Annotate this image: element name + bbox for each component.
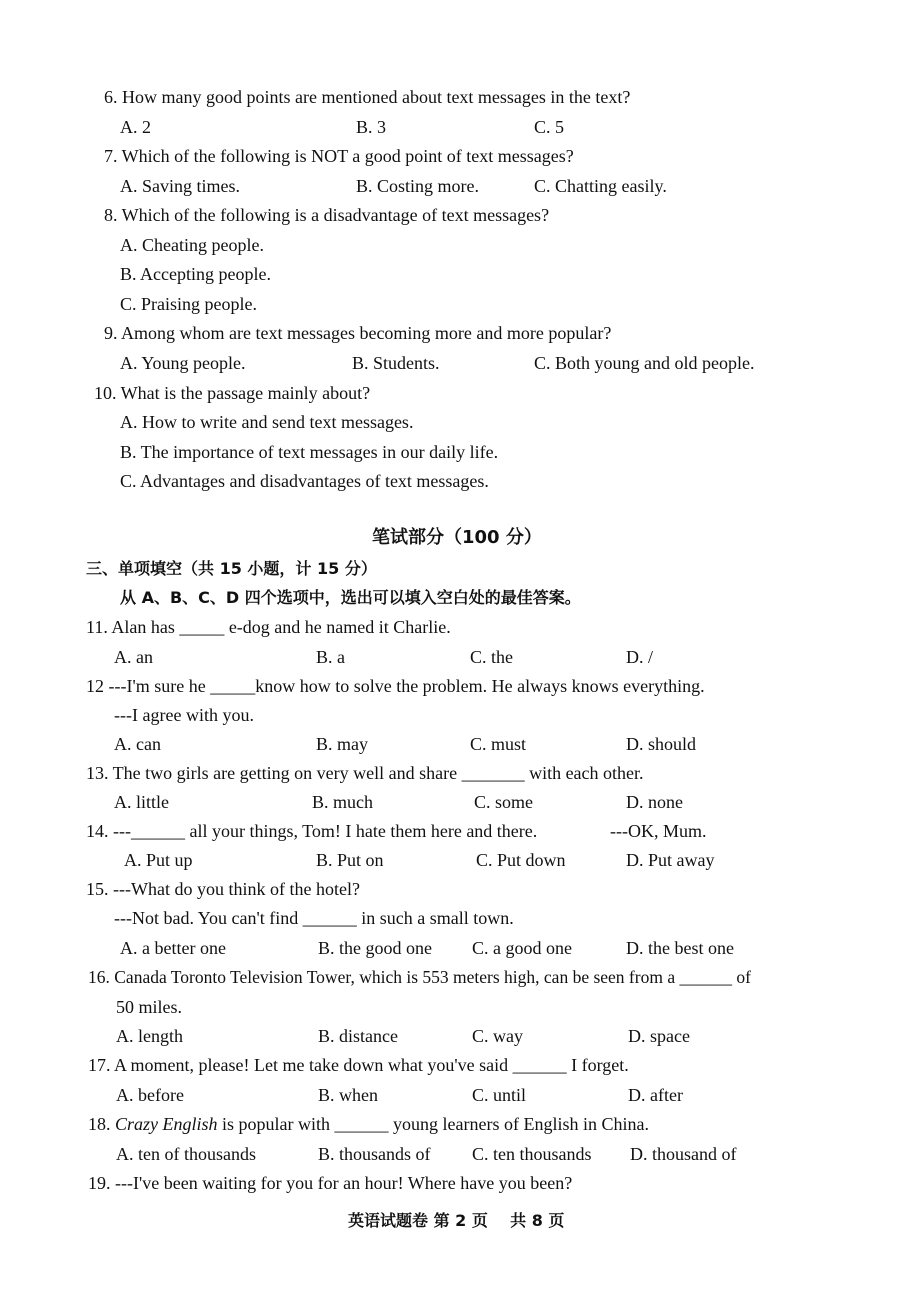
q11-option-a: A. an (114, 647, 153, 667)
q12-option-c: C. must (470, 734, 527, 754)
q10-option-a: A. How to write and send text messages. (120, 412, 414, 432)
q17-stem: 17. A moment, please! Let me take down what you've said ______ I forget. (88, 1055, 629, 1075)
q10-option-c: C. Advantages and disadvantages of text messages. (120, 471, 489, 491)
q18-book-title: Crazy English (115, 1114, 218, 1134)
q13-option-a: A. little (114, 792, 169, 812)
q9-option-b: B. Students. (352, 353, 440, 373)
q15-option-a: A. a better one (120, 938, 226, 958)
q11-stem: 11. Alan has _____ e-dog and he named it Charlie. (86, 617, 451, 637)
section3-instructions: 从 A、B、C、D 四个选项中，选出可以填入空白处的最佳答案。 (120, 588, 581, 607)
q9-option-c: C. Both young and old people. (534, 353, 755, 373)
q7-option-c: C. Chatting easily. (534, 176, 667, 196)
page-footer: 英语试题卷 第 2 页 共 8 页 (348, 1211, 565, 1230)
q14-reply: ---OK, Mum. (610, 821, 707, 841)
q13-option-d: D. none (626, 792, 683, 812)
q8-option-b: B. Accepting people. (120, 264, 271, 284)
q6-option-c: C. 5 (534, 117, 565, 137)
q8-option-a: A. Cheating people. (120, 235, 264, 255)
q12-option-b: B. may (316, 734, 368, 754)
q14-option-d: D. Put away (626, 850, 715, 870)
q17-option-b: B. when (318, 1085, 378, 1105)
q7-option-b: B. Costing more. (356, 176, 480, 196)
q18-option-d: D. thousand of (630, 1144, 737, 1164)
section3-title: 三、单项填空（共 15 小题，计 15 分） (86, 559, 377, 578)
q16-option-c: C. way (472, 1026, 523, 1046)
q13-option-b: B. much (312, 792, 373, 812)
q18-stem-rest: is popular with ______ young learners of English in China. (217, 1114, 649, 1134)
q14-option-a: A. Put up (124, 850, 193, 870)
q7-stem: 7. Which of the following is NOT a good point of text messages? (104, 146, 574, 166)
q16-continuation: 50 miles. (116, 997, 182, 1017)
q18-option-b: B. thousands of (318, 1144, 431, 1164)
q15-option-c: C. a good one (472, 938, 572, 958)
q12-reply: ---I agree with you. (114, 705, 254, 725)
q8-stem: 8. Which of the following is a disadvantage of text messages? (104, 205, 550, 225)
q19-stem: 19. ---I've been waiting for you for an hour! Where have you been? (88, 1173, 573, 1193)
q11-option-b: B. a (316, 647, 345, 667)
q10-option-b: B. The importance of text messages in our daily life. (120, 442, 499, 462)
q15-stem: 15. ---What do you think of the hotel? (86, 879, 360, 899)
q18-option-c: C. ten thousands (472, 1144, 592, 1164)
q11-option-c: C. the (470, 647, 513, 667)
written-section-title: 笔试部分（100 分） (372, 527, 542, 548)
q12-option-a: A. can (114, 734, 161, 754)
q13-stem: 13. The two girls are getting on very well and share _______ with each other. (86, 763, 644, 783)
q12-option-d: D. should (626, 734, 697, 754)
q6-stem: 6. How many good points are mentioned about text messages in the text? (104, 87, 631, 107)
q16-stem: 16. Canada Toronto Television Tower, which is 553 meters high, can be seen from a ______ of (88, 967, 751, 987)
q16-option-b: B. distance (318, 1026, 398, 1046)
q12-stem: 12 ---I'm sure he _____know how to solve the problem. He always knows everything. (86, 676, 705, 696)
q14-stem: 14. ---______ all your things, Tom! I hate them here and there. (86, 821, 538, 841)
q9-option-a: A. Young people. (120, 353, 246, 373)
q10-stem: 10. What is the passage mainly about? (94, 383, 371, 403)
q8-option-c: C. Praising people. (120, 294, 257, 314)
q13-option-c: C. some (474, 792, 534, 812)
q17-option-d: D. after (628, 1085, 683, 1105)
q16-option-a: A. length (116, 1026, 183, 1046)
q6-option-a: A. 2 (120, 117, 151, 137)
q18-number: 18. (88, 1114, 115, 1134)
q15-option-d: D. the best one (626, 938, 734, 958)
q17-option-c: C. until (472, 1085, 527, 1105)
q16-option-d: D. space (628, 1026, 690, 1046)
q18-option-a: A. ten of thousands (116, 1144, 256, 1164)
q14-option-c: C. Put down (476, 850, 566, 870)
q18-stem (88, 1113, 649, 1135)
q6-option-b: B. 3 (356, 117, 387, 137)
q14-option-b: B. Put on (316, 850, 384, 870)
q17-option-a: A. before (116, 1085, 184, 1105)
q15-option-b: B. the good one (318, 938, 432, 958)
q15-reply: ---Not bad. You can't find ______ in such a small town. (114, 908, 514, 928)
q11-option-d: D. / (626, 647, 653, 667)
q9-stem: 9. Among whom are text messages becoming more and more popular? (104, 323, 612, 343)
q7-option-a: A. Saving times. (120, 176, 240, 196)
